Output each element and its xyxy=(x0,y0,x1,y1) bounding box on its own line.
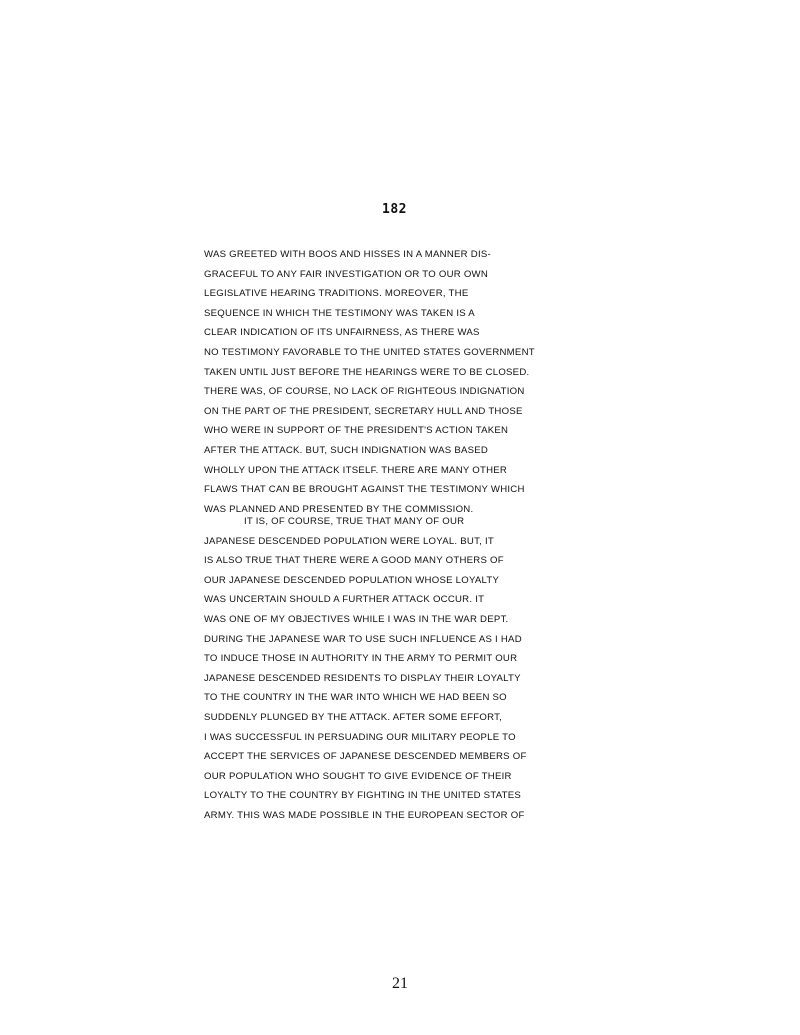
text-line: WHOLLY UPON THE ATTACK ITSELF. THERE ARE MANY OTHER xyxy=(204,464,508,476)
text-line: THERE WAS, OF COURSE, NO LACK OF RIGHTEOUS INDIGNATION xyxy=(204,386,525,398)
text-line: IT IS, OF COURSE, TRUE THAT MANY OF OUR xyxy=(244,516,465,527)
text-line: TO INDUCE THOSE IN AUTHORITY IN THE ARMY TO PERMIT OUR xyxy=(204,653,518,665)
text-line: ACCEPT THE SERVICES OF JAPANESE DESCENDED MEMBERS OF xyxy=(204,751,527,763)
text-line: OUR POPULATION WHO SOUGHT TO GIVE EVIDENCE OF THEIR xyxy=(204,770,512,782)
text-line: OUR JAPANESE DESCENDED POPULATION WHOSE LOYALTY xyxy=(204,574,500,586)
paragraph-1 xyxy=(204,245,624,519)
text-line: AFTER THE ATTACK. BUT, SUCH INDIGNATION WAS BASED xyxy=(204,444,489,456)
text-line: WHO WERE IN SUPPORT OF THE PRESIDENT'S ACTION TAKEN xyxy=(204,425,509,437)
page-number-footer: 21 xyxy=(392,975,408,992)
text-line: LOYALTY TO THE COUNTRY BY FIGHTING IN THE UNITED STATES xyxy=(204,790,522,802)
paragraph-2 xyxy=(204,512,624,826)
text-line: DURING THE JAPANESE WAR TO USE SUCH INFLUENCE AS I HAD xyxy=(204,633,522,645)
text-line: WAS PLANNED AND PRESENTED BY THE COMMISSION. xyxy=(204,503,474,515)
text-line: GRACEFUL TO ANY FAIR INVESTIGATION OR TO OUR OWN xyxy=(204,268,489,280)
text-line: SEQUENCE IN WHICH THE TESTIMONY WAS TAKEN IS A xyxy=(204,307,475,319)
text-line: JAPANESE DESCENDED RESIDENTS TO DISPLAY THEIR LOYALTY xyxy=(204,672,521,684)
text-line: CLEAR INDICATION OF ITS UNFAIRNESS, AS THERE WAS xyxy=(204,327,480,339)
text-line: NO TESTIMONY FAVORABLE TO THE UNITED STATES GOVERNMENT xyxy=(204,346,535,358)
text-line: LEGISLATIVE HEARING TRADITIONS. MOREOVER, THE xyxy=(204,288,469,300)
text-line: WAS UNCERTAIN SHOULD A FURTHER ATTACK OCCUR. IT xyxy=(204,594,485,606)
text-line: SUDDENLY PLUNGED BY THE ATTACK. AFTER SOME EFFORT, xyxy=(204,711,503,723)
text-line: ARMY. THIS WAS MADE POSSIBLE IN THE EUROPEAN SECTOR OF xyxy=(204,809,525,821)
text-line: TAKEN UNTIL JUST BEFORE THE HEARINGS WERE TO BE CLOSED. xyxy=(204,366,530,378)
text-line: I WAS SUCCESSFUL IN PERSUADING OUR MILITARY PEOPLE TO xyxy=(204,731,516,743)
text-line: WAS ONE OF MY OBJECTIVES WHILE I WAS IN THE WAR DEPT. xyxy=(204,613,509,625)
text-line: JAPANESE DESCENDED POPULATION WERE LOYAL. BUT, IT xyxy=(204,535,494,547)
text-line: IS ALSO TRUE THAT THERE WERE A GOOD MANY OTHERS OF xyxy=(204,555,504,567)
text-line: TO THE COUNTRY IN THE WAR INTO WHICH WE HAD BEEN SO xyxy=(204,692,507,704)
text-line: FLAWS THAT CAN BE BROUGHT AGAINST THE TESTIMONY WHICH xyxy=(204,484,525,496)
text-line: WAS GREETED WITH BOOS AND HISSES IN A MANNER DIS- xyxy=(204,249,491,260)
text-line: ON THE PART OF THE PRESIDENT, SECRETARY HULL AND THOSE xyxy=(204,405,523,417)
page-number-top: 182 xyxy=(382,202,407,217)
